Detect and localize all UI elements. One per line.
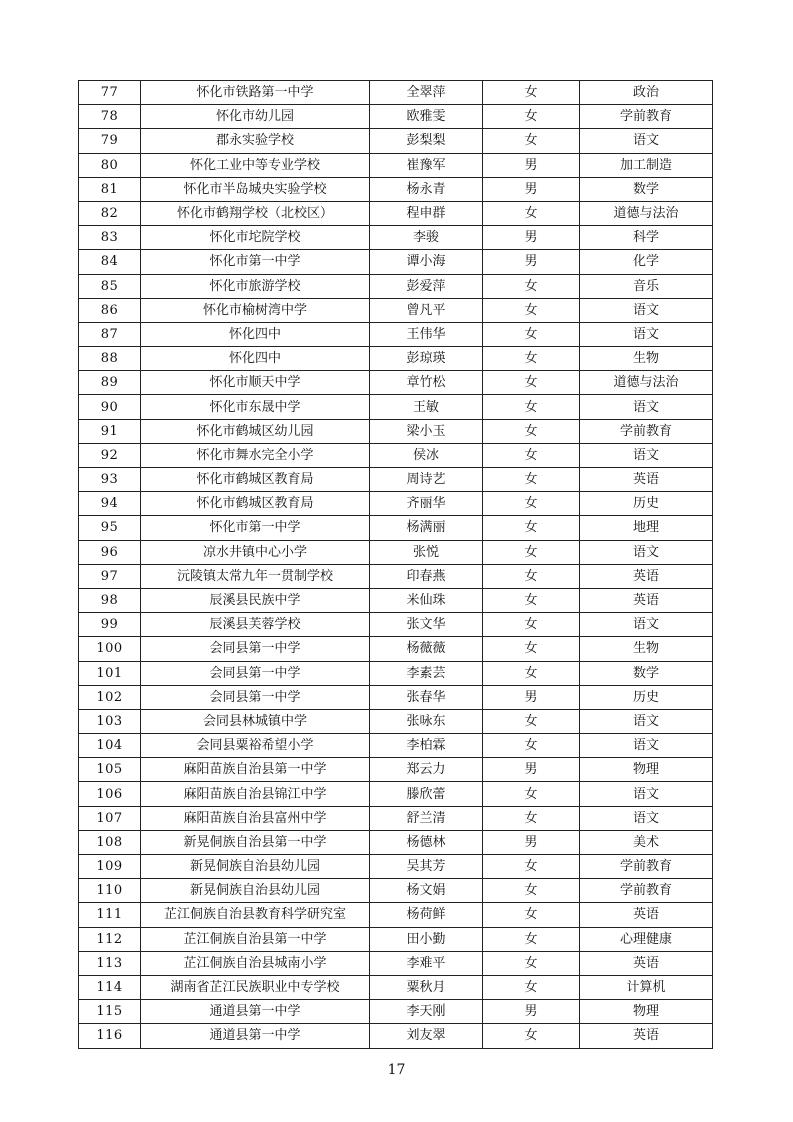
school-cell: 怀化市榆树湾中学 [141, 298, 370, 322]
subject-cell: 生物 [580, 347, 713, 371]
gender-cell: 女 [483, 661, 580, 685]
gender-cell: 女 [483, 298, 580, 322]
gender-cell: 女 [483, 806, 580, 830]
row-number-cell: 116 [79, 1024, 141, 1048]
gender-cell: 女 [483, 419, 580, 443]
gender-cell: 女 [483, 540, 580, 564]
gender-cell: 女 [483, 782, 580, 806]
table-row [79, 903, 713, 927]
row-number-cell: 79 [79, 129, 141, 153]
table-row [79, 588, 713, 612]
school-cell: 怀化市鹤城区幼儿园 [141, 419, 370, 443]
school-cell: 芷江侗族自治县教育科学研究室 [141, 903, 370, 927]
row-number-cell: 106 [79, 782, 141, 806]
school-cell: 怀化四中 [141, 322, 370, 346]
row-number-cell: 97 [79, 564, 141, 588]
subject-cell: 道德与法治 [580, 371, 713, 395]
row-number-cell: 85 [79, 274, 141, 298]
gender-cell: 男 [483, 758, 580, 782]
row-number-cell: 98 [79, 588, 141, 612]
table-row [79, 782, 713, 806]
subject-cell: 英语 [580, 588, 713, 612]
row-number-cell: 88 [79, 347, 141, 371]
subject-cell: 学前教育 [580, 879, 713, 903]
school-cell: 怀化市半岛城央实验学校 [141, 177, 370, 201]
gender-cell: 女 [483, 709, 580, 733]
teacher-roster-table [78, 80, 713, 1049]
name-cell: 李难平 [370, 951, 483, 975]
table-row [79, 758, 713, 782]
subject-cell: 地理 [580, 516, 713, 540]
gender-cell: 男 [483, 177, 580, 201]
table-row [79, 492, 713, 516]
name-cell: 彭爱萍 [370, 274, 483, 298]
row-number-cell: 80 [79, 153, 141, 177]
name-cell: 滕欣蕾 [370, 782, 483, 806]
table-row [79, 347, 713, 371]
row-number-cell: 109 [79, 855, 141, 879]
school-cell: 沅陵镇太常九年一贯制学校 [141, 564, 370, 588]
gender-cell: 女 [483, 322, 580, 346]
subject-cell: 物理 [580, 758, 713, 782]
table-row [79, 734, 713, 758]
row-number-cell: 113 [79, 951, 141, 975]
gender-cell: 女 [483, 201, 580, 225]
school-cell: 通道县第一中学 [141, 1000, 370, 1024]
name-cell: 张春华 [370, 685, 483, 709]
name-cell: 吴其芳 [370, 855, 483, 879]
school-cell: 芷江侗族自治县城南小学 [141, 951, 370, 975]
gender-cell: 女 [483, 492, 580, 516]
school-cell: 凉水井镇中心小学 [141, 540, 370, 564]
name-cell: 梁小玉 [370, 419, 483, 443]
row-number-cell: 112 [79, 927, 141, 951]
school-cell: 怀化工业中等专业学校 [141, 153, 370, 177]
row-number-cell: 82 [79, 201, 141, 225]
name-cell: 欧雅雯 [370, 105, 483, 129]
gender-cell: 女 [483, 516, 580, 540]
school-cell: 会同县粟裕希望小学 [141, 734, 370, 758]
name-cell: 李骏 [370, 226, 483, 250]
gender-cell: 男 [483, 226, 580, 250]
name-cell: 程申群 [370, 201, 483, 225]
subject-cell: 科学 [580, 226, 713, 250]
school-cell: 怀化市顺天中学 [141, 371, 370, 395]
table-row [79, 806, 713, 830]
school-cell: 会同县林城镇中学 [141, 709, 370, 733]
subject-cell: 美术 [580, 830, 713, 854]
row-number-cell: 96 [79, 540, 141, 564]
row-number-cell: 101 [79, 661, 141, 685]
table-row [79, 855, 713, 879]
subject-cell: 语文 [580, 395, 713, 419]
row-number-cell: 84 [79, 250, 141, 274]
gender-cell: 女 [483, 105, 580, 129]
subject-cell: 音乐 [580, 274, 713, 298]
name-cell: 齐丽华 [370, 492, 483, 516]
table-row [79, 613, 713, 637]
school-cell: 辰溪县民族中学 [141, 588, 370, 612]
row-number-cell: 89 [79, 371, 141, 395]
name-cell: 张咏东 [370, 709, 483, 733]
school-cell: 怀化市幼儿园 [141, 105, 370, 129]
name-cell: 刘友翠 [370, 1024, 483, 1048]
table-row [79, 129, 713, 153]
table-row [79, 830, 713, 854]
table-row [79, 637, 713, 661]
table-body [79, 81, 713, 1049]
table-row [79, 250, 713, 274]
row-number-cell: 87 [79, 322, 141, 346]
row-number-cell: 104 [79, 734, 141, 758]
school-cell: 怀化市鹤翔学校（北校区） [141, 201, 370, 225]
school-cell: 怀化市东晟中学 [141, 395, 370, 419]
subject-cell: 学前教育 [580, 419, 713, 443]
name-cell: 杨永青 [370, 177, 483, 201]
subject-cell: 英语 [580, 468, 713, 492]
subject-cell: 英语 [580, 564, 713, 588]
table-row [79, 105, 713, 129]
subject-cell: 历史 [580, 492, 713, 516]
row-number-cell: 110 [79, 879, 141, 903]
subject-cell: 语文 [580, 734, 713, 758]
school-cell: 芷江侗族自治县第一中学 [141, 927, 370, 951]
subject-cell: 历史 [580, 685, 713, 709]
gender-cell: 女 [483, 588, 580, 612]
row-number-cell: 91 [79, 419, 141, 443]
subject-cell: 生物 [580, 637, 713, 661]
subject-cell: 语文 [580, 298, 713, 322]
gender-cell: 男 [483, 685, 580, 709]
subject-cell: 学前教育 [580, 105, 713, 129]
gender-cell: 女 [483, 637, 580, 661]
school-cell: 麻阳苗族自治县第一中学 [141, 758, 370, 782]
table-row [79, 709, 713, 733]
row-number-cell: 78 [79, 105, 141, 129]
school-cell: 新晃侗族自治县幼儿园 [141, 879, 370, 903]
table-row [79, 298, 713, 322]
subject-cell: 语文 [580, 782, 713, 806]
subject-cell: 语文 [580, 322, 713, 346]
table-row [79, 661, 713, 685]
school-cell: 怀化市第一中学 [141, 516, 370, 540]
name-cell: 李天刚 [370, 1000, 483, 1024]
school-cell: 麻阳苗族自治县富州中学 [141, 806, 370, 830]
name-cell: 李柏霖 [370, 734, 483, 758]
row-number-cell: 81 [79, 177, 141, 201]
name-cell: 杨荷鲜 [370, 903, 483, 927]
school-cell: 郡永实验学校 [141, 129, 370, 153]
subject-cell: 语文 [580, 613, 713, 637]
gender-cell: 女 [483, 879, 580, 903]
table-row [79, 226, 713, 250]
table-row [79, 419, 713, 443]
name-cell: 杨薇薇 [370, 637, 483, 661]
table-row [79, 685, 713, 709]
gender-cell: 男 [483, 153, 580, 177]
name-cell: 舒兰清 [370, 806, 483, 830]
gender-cell: 女 [483, 1024, 580, 1048]
subject-cell: 学前教育 [580, 855, 713, 879]
school-cell: 麻阳苗族自治县锦江中学 [141, 782, 370, 806]
subject-cell: 语文 [580, 709, 713, 733]
subject-cell: 数学 [580, 661, 713, 685]
gender-cell: 女 [483, 443, 580, 467]
name-cell: 杨满丽 [370, 516, 483, 540]
gender-cell: 女 [483, 951, 580, 975]
row-number-cell: 77 [79, 81, 141, 105]
row-number-cell: 108 [79, 830, 141, 854]
name-cell: 杨文娟 [370, 879, 483, 903]
row-number-cell: 100 [79, 637, 141, 661]
row-number-cell: 103 [79, 709, 141, 733]
subject-cell: 计算机 [580, 975, 713, 999]
table-row [79, 951, 713, 975]
subject-cell: 英语 [580, 1024, 713, 1048]
name-cell: 粟秋月 [370, 975, 483, 999]
table-row [79, 443, 713, 467]
row-number-cell: 102 [79, 685, 141, 709]
school-cell: 怀化市鹤城区教育局 [141, 492, 370, 516]
school-cell: 会同县第一中学 [141, 637, 370, 661]
gender-cell: 女 [483, 564, 580, 588]
name-cell: 张文华 [370, 613, 483, 637]
table-row [79, 564, 713, 588]
table-row [79, 322, 713, 346]
subject-cell: 语文 [580, 443, 713, 467]
table-row [79, 81, 713, 105]
row-number-cell: 86 [79, 298, 141, 322]
subject-cell: 英语 [580, 903, 713, 927]
row-number-cell: 99 [79, 613, 141, 637]
gender-cell: 男 [483, 250, 580, 274]
school-cell: 会同县第一中学 [141, 685, 370, 709]
name-cell: 米仙珠 [370, 588, 483, 612]
name-cell: 曾凡平 [370, 298, 483, 322]
gender-cell: 男 [483, 830, 580, 854]
table-row [79, 927, 713, 951]
name-cell: 周诗艺 [370, 468, 483, 492]
gender-cell: 女 [483, 927, 580, 951]
gender-cell: 女 [483, 613, 580, 637]
table-row [79, 201, 713, 225]
name-cell: 李素芸 [370, 661, 483, 685]
subject-cell: 物理 [580, 1000, 713, 1024]
gender-cell: 女 [483, 734, 580, 758]
table-row [79, 1000, 713, 1024]
school-cell: 怀化市铁路第一中学 [141, 81, 370, 105]
school-cell: 辰溪县芙蓉学校 [141, 613, 370, 637]
gender-cell: 男 [483, 1000, 580, 1024]
school-cell: 怀化市舞水完全小学 [141, 443, 370, 467]
row-number-cell: 94 [79, 492, 141, 516]
table-row [79, 879, 713, 903]
row-number-cell: 115 [79, 1000, 141, 1024]
subject-cell: 语文 [580, 129, 713, 153]
table-row [79, 274, 713, 298]
gender-cell: 女 [483, 274, 580, 298]
row-number-cell: 95 [79, 516, 141, 540]
subject-cell: 数学 [580, 177, 713, 201]
gender-cell: 女 [483, 395, 580, 419]
gender-cell: 女 [483, 975, 580, 999]
row-number-cell: 105 [79, 758, 141, 782]
school-cell: 新晃侗族自治县第一中学 [141, 830, 370, 854]
school-cell: 湖南省芷江民族职业中专学校 [141, 975, 370, 999]
gender-cell: 女 [483, 468, 580, 492]
subject-cell: 心理健康 [580, 927, 713, 951]
page-number: 17 [387, 1062, 406, 1078]
table-row [79, 540, 713, 564]
row-number-cell: 111 [79, 903, 141, 927]
name-cell: 印春燕 [370, 564, 483, 588]
row-number-cell: 92 [79, 443, 141, 467]
row-number-cell: 107 [79, 806, 141, 830]
name-cell: 侯冰 [370, 443, 483, 467]
subject-cell: 政治 [580, 81, 713, 105]
name-cell: 崔豫军 [370, 153, 483, 177]
name-cell: 张悦 [370, 540, 483, 564]
subject-cell: 化学 [580, 250, 713, 274]
gender-cell: 女 [483, 347, 580, 371]
school-cell: 怀化四中 [141, 347, 370, 371]
name-cell: 杨德林 [370, 830, 483, 854]
school-cell: 通道县第一中学 [141, 1024, 370, 1048]
name-cell: 彭梨梨 [370, 129, 483, 153]
name-cell: 章竹松 [370, 371, 483, 395]
school-cell: 怀化市第一中学 [141, 250, 370, 274]
table-row [79, 1024, 713, 1048]
school-cell: 怀化市鹤城区教育局 [141, 468, 370, 492]
name-cell: 王敏 [370, 395, 483, 419]
subject-cell: 加工制造 [580, 153, 713, 177]
row-number-cell: 90 [79, 395, 141, 419]
table-row [79, 975, 713, 999]
name-cell: 全翠萍 [370, 81, 483, 105]
school-cell: 会同县第一中学 [141, 661, 370, 685]
name-cell: 彭琼瑛 [370, 347, 483, 371]
name-cell: 谭小海 [370, 250, 483, 274]
subject-cell: 英语 [580, 951, 713, 975]
row-number-cell: 114 [79, 975, 141, 999]
subject-cell: 道德与法治 [580, 201, 713, 225]
subject-cell: 语文 [580, 540, 713, 564]
table-row [79, 153, 713, 177]
gender-cell: 女 [483, 371, 580, 395]
subject-cell: 语文 [580, 806, 713, 830]
school-cell: 怀化市旅游学校 [141, 274, 370, 298]
school-cell: 怀化市坨院学校 [141, 226, 370, 250]
school-cell: 新晃侗族自治县幼儿园 [141, 855, 370, 879]
gender-cell: 女 [483, 81, 580, 105]
name-cell: 田小勤 [370, 927, 483, 951]
name-cell: 郑云力 [370, 758, 483, 782]
table-row [79, 395, 713, 419]
row-number-cell: 93 [79, 468, 141, 492]
row-number-cell: 83 [79, 226, 141, 250]
gender-cell: 女 [483, 129, 580, 153]
table-row [79, 468, 713, 492]
table-row [79, 371, 713, 395]
table-row [79, 516, 713, 540]
table-row [79, 177, 713, 201]
gender-cell: 女 [483, 855, 580, 879]
name-cell: 王伟华 [370, 322, 483, 346]
gender-cell: 女 [483, 903, 580, 927]
